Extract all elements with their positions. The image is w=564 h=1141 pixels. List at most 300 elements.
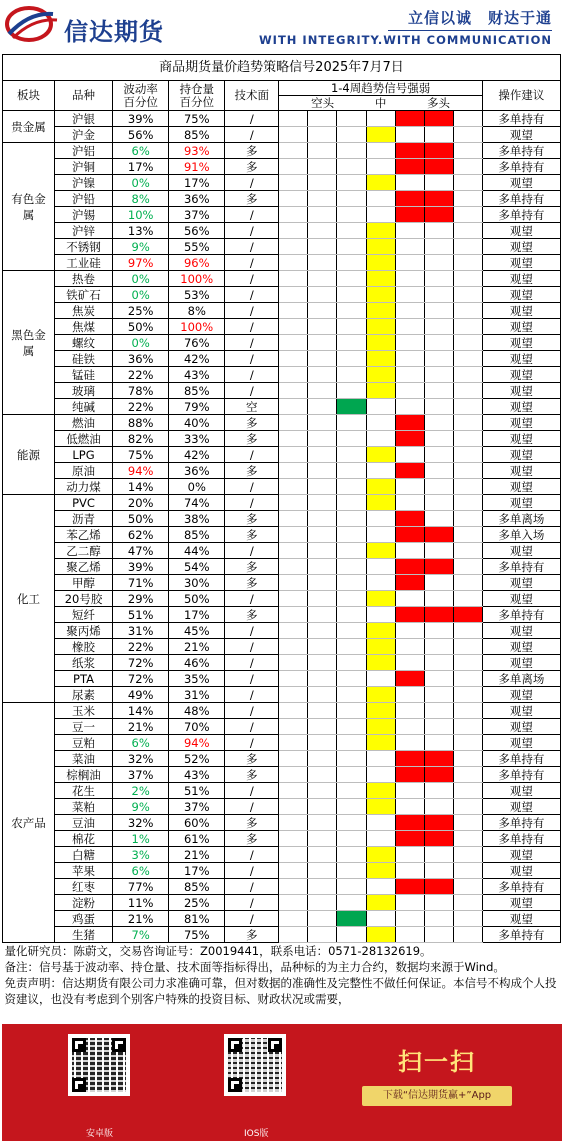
- signal-cell: [395, 671, 424, 687]
- open-interest-percentile: 0%: [169, 479, 225, 495]
- signal-cell: [395, 655, 424, 671]
- technical-signal: 多: [225, 575, 279, 591]
- signal-cell: [337, 111, 366, 127]
- advice: 多单持有: [482, 191, 560, 207]
- note-line: 备注：信号基于波动率、持仓量、技术面等指标得出，品种标的为主力合约，数据均来源于Wind。: [4, 960, 505, 974]
- open-interest-percentile: 85%: [169, 383, 225, 399]
- signal-cell: [308, 495, 337, 511]
- signal-cell: [308, 351, 337, 367]
- signal-cell: [308, 927, 337, 943]
- advice: 观望: [482, 127, 560, 143]
- signal-cell: [337, 255, 366, 271]
- signal-cell: [337, 575, 366, 591]
- signal-cell: [308, 767, 337, 783]
- product-name: 苯乙烯: [54, 527, 112, 543]
- open-interest-percentile: 93%: [169, 143, 225, 159]
- signal-cell: [453, 351, 482, 367]
- signal-cell: [366, 911, 395, 927]
- signal-cell: [366, 223, 395, 239]
- open-interest-percentile: 17%: [169, 607, 225, 623]
- product-name: 沪铝: [54, 143, 112, 159]
- table-row: [3, 271, 561, 287]
- signal-cell: [424, 751, 453, 767]
- signal-cell: [395, 287, 424, 303]
- table-row: [3, 111, 561, 127]
- volatility-percentile: 20%: [113, 495, 169, 511]
- product-name: 工业硅: [54, 255, 112, 271]
- product-name: 燃油: [54, 415, 112, 431]
- header-middle: 中: [366, 96, 395, 111]
- brand-name: 信达期货: [64, 18, 164, 46]
- sector-label: 有色金属: [3, 143, 55, 271]
- signal-cell: [424, 591, 453, 607]
- signal-cell: [424, 111, 453, 127]
- signal-cell: [337, 239, 366, 255]
- signal-cell: [366, 127, 395, 143]
- signal-cell: [337, 463, 366, 479]
- signal-cell: [308, 847, 337, 863]
- signal-cell: [424, 479, 453, 495]
- table-row: [3, 303, 561, 319]
- open-interest-percentile: 17%: [169, 863, 225, 879]
- advice: 观望: [482, 591, 560, 607]
- signal-cell: [366, 719, 395, 735]
- signal-cell: [366, 495, 395, 511]
- signal-cell: [424, 735, 453, 751]
- signal-cell: [366, 143, 395, 159]
- table-row: [3, 815, 561, 831]
- advice: 多单持有: [482, 831, 560, 847]
- volatility-percentile: 1%: [113, 831, 169, 847]
- signal-cell: [453, 623, 482, 639]
- table-row: [3, 399, 561, 415]
- advice: 观望: [482, 623, 560, 639]
- product-name: 聚乙烯: [54, 559, 112, 575]
- product-name: 铁矿石: [54, 287, 112, 303]
- advice: 观望: [482, 911, 560, 927]
- signal-cell: [308, 527, 337, 543]
- advice: 观望: [482, 431, 560, 447]
- product-name: 沪镍: [54, 175, 112, 191]
- technical-signal: /: [225, 671, 279, 687]
- signal-cell: [424, 127, 453, 143]
- signal-cell: [308, 255, 337, 271]
- signal-cell: [395, 799, 424, 815]
- volatility-percentile: 0%: [113, 175, 169, 191]
- product-name: 鸡蛋: [54, 911, 112, 927]
- signal-cell: [424, 159, 453, 175]
- product-name: 聚丙烯: [54, 623, 112, 639]
- technical-signal: 空: [225, 399, 279, 415]
- signal-cell: [279, 719, 308, 735]
- signal-cell: [337, 687, 366, 703]
- open-interest-percentile: 79%: [169, 399, 225, 415]
- signal-cell: [424, 191, 453, 207]
- table-row: [3, 175, 561, 191]
- signal-cell: [279, 639, 308, 655]
- signal-cell: [279, 335, 308, 351]
- signal-cell: [395, 319, 424, 335]
- product-name: PTA: [54, 671, 112, 687]
- signal-cell: [366, 287, 395, 303]
- signal-cell: [308, 575, 337, 591]
- product-name: 沪锌: [54, 223, 112, 239]
- signal-cell: [453, 767, 482, 783]
- table-row: [3, 751, 561, 767]
- signal-cell: [308, 655, 337, 671]
- product-name: 棉花: [54, 831, 112, 847]
- product-name: 不锈钢: [54, 239, 112, 255]
- table-row: [3, 255, 561, 271]
- volatility-percentile: 72%: [113, 671, 169, 687]
- note-line: 免责声明：信达期货有限公司力求准确可靠，但对数据的准确性及完整性不做任何保证。本信号不构成个人投资建议，也没有考虑到个别客户特殊的投资目标、财政状况或需要，: [4, 976, 557, 1006]
- open-interest-percentile: 52%: [169, 751, 225, 767]
- signal-cell: [366, 239, 395, 255]
- volatility-percentile: 31%: [113, 623, 169, 639]
- signal-cell: [453, 751, 482, 767]
- download-app-button[interactable]: 下载“信达期货赢+”App: [362, 1086, 512, 1106]
- signal-cell: [424, 575, 453, 591]
- header-advice: 操作建议: [482, 81, 560, 111]
- table-row: [3, 879, 561, 895]
- signal-cell: [308, 383, 337, 399]
- signal-cell: [279, 319, 308, 335]
- open-interest-percentile: 81%: [169, 911, 225, 927]
- signal-cell: [453, 591, 482, 607]
- volatility-percentile: 39%: [113, 111, 169, 127]
- signal-cell: [308, 511, 337, 527]
- signal-cell: [453, 271, 482, 287]
- signal-cell: [395, 527, 424, 543]
- product-name: 沪锡: [54, 207, 112, 223]
- signal-cell: [337, 895, 366, 911]
- advice: 观望: [482, 575, 560, 591]
- header-oi-l2: 百分位: [179, 94, 214, 109]
- signal-cell: [395, 207, 424, 223]
- table-row: [3, 479, 561, 495]
- product-name: 沪金: [54, 127, 112, 143]
- signal-cell: [337, 703, 366, 719]
- volatility-percentile: 72%: [113, 655, 169, 671]
- signal-cell: [366, 783, 395, 799]
- open-interest-percentile: 55%: [169, 239, 225, 255]
- table-row: [3, 351, 561, 367]
- table-row: [3, 319, 561, 335]
- product-name: 豆油: [54, 815, 112, 831]
- volatility-percentile: 9%: [113, 799, 169, 815]
- signal-cell: [337, 287, 366, 303]
- volatility-percentile: 77%: [113, 879, 169, 895]
- signal-cell: [308, 207, 337, 223]
- technical-signal: 多: [225, 751, 279, 767]
- product-name: 棕榈油: [54, 767, 112, 783]
- signal-cell: [395, 575, 424, 591]
- open-interest-percentile: 36%: [169, 191, 225, 207]
- advice: 观望: [482, 175, 560, 191]
- technical-signal: /: [225, 863, 279, 879]
- open-interest-percentile: 25%: [169, 895, 225, 911]
- volatility-percentile: 37%: [113, 767, 169, 783]
- product-name: 豆一: [54, 719, 112, 735]
- open-interest-percentile: 42%: [169, 351, 225, 367]
- signal-cell: [337, 415, 366, 431]
- table-row: [3, 927, 561, 943]
- table-row: [3, 783, 561, 799]
- table-row: [3, 735, 561, 751]
- signal-cell: [366, 751, 395, 767]
- signal-cell: [366, 463, 395, 479]
- signal-cell: [279, 527, 308, 543]
- volatility-percentile: 3%: [113, 847, 169, 863]
- signal-cell: [279, 351, 308, 367]
- technical-signal: 多: [225, 511, 279, 527]
- signal-cell: [366, 415, 395, 431]
- signal-cell: [337, 799, 366, 815]
- advice: 多单持有: [482, 607, 560, 623]
- signal-cell: [308, 415, 337, 431]
- signal-cell: [337, 559, 366, 575]
- product-name: 短纤: [54, 607, 112, 623]
- signal-cell: [395, 367, 424, 383]
- technical-signal: 多: [225, 415, 279, 431]
- signal-cell: [453, 335, 482, 351]
- signal-cell: [424, 255, 453, 271]
- signal-cell: [453, 159, 482, 175]
- open-interest-percentile: 85%: [169, 879, 225, 895]
- signal-cell: [337, 431, 366, 447]
- technical-signal: /: [225, 287, 279, 303]
- open-interest-percentile: 91%: [169, 159, 225, 175]
- signal-cell: [424, 399, 453, 415]
- signal-cell: [366, 207, 395, 223]
- table-row: [3, 287, 561, 303]
- signal-cell: [279, 623, 308, 639]
- signal-cell: [453, 415, 482, 431]
- volatility-percentile: 21%: [113, 911, 169, 927]
- signal-cell: [395, 447, 424, 463]
- signal-cell: [279, 383, 308, 399]
- open-interest-percentile: 54%: [169, 559, 225, 575]
- signal-cell: [395, 159, 424, 175]
- signal-cell: [395, 223, 424, 239]
- signal-cell: [279, 111, 308, 127]
- signal-cell: [337, 847, 366, 863]
- open-interest-percentile: 100%: [169, 319, 225, 335]
- header-signal: 1-4周趋势信号强弱: [279, 81, 483, 96]
- signal-cell: [453, 111, 482, 127]
- signal-cell: [308, 863, 337, 879]
- signal-cell: [308, 303, 337, 319]
- open-interest-percentile: 94%: [169, 735, 225, 751]
- advice: 观望: [482, 783, 560, 799]
- signal-cell: [395, 863, 424, 879]
- signal-cell: [366, 527, 395, 543]
- qr-code-android[interactable]: [68, 1034, 130, 1096]
- table-row: [3, 511, 561, 527]
- open-interest-percentile: 40%: [169, 415, 225, 431]
- signal-cell: [424, 447, 453, 463]
- signal-cell: [395, 751, 424, 767]
- signal-cell: [424, 767, 453, 783]
- advice: 观望: [482, 863, 560, 879]
- signal-cell: [453, 799, 482, 815]
- advice: 观望: [482, 495, 560, 511]
- open-interest-percentile: 37%: [169, 207, 225, 223]
- volatility-percentile: 6%: [113, 735, 169, 751]
- signal-cell: [366, 735, 395, 751]
- signal-cell: [337, 207, 366, 223]
- signal-cell: [395, 463, 424, 479]
- technical-signal: /: [225, 591, 279, 607]
- signal-cell: [395, 783, 424, 799]
- table-row: [3, 527, 561, 543]
- signal-cell: [366, 927, 395, 943]
- signal-cell: [308, 751, 337, 767]
- advice: 观望: [482, 287, 560, 303]
- advice: 观望: [482, 639, 560, 655]
- signal-cell: [424, 287, 453, 303]
- open-interest-percentile: 37%: [169, 799, 225, 815]
- signal-cell: [395, 335, 424, 351]
- product-name: PVC: [54, 495, 112, 511]
- signal-cell: [453, 831, 482, 847]
- advice: 观望: [482, 303, 560, 319]
- technical-signal: /: [225, 207, 279, 223]
- signal-cell: [308, 607, 337, 623]
- table-row: [3, 687, 561, 703]
- signal-cell: [366, 351, 395, 367]
- signal-cell: [337, 399, 366, 415]
- header-open-interest: [169, 81, 225, 111]
- signal-cell: [424, 559, 453, 575]
- signal-cell: [453, 607, 482, 623]
- open-interest-percentile: 56%: [169, 223, 225, 239]
- technical-signal: /: [225, 319, 279, 335]
- signal-cell: [279, 303, 308, 319]
- header-oi-l1: 持仓量: [179, 81, 214, 96]
- volatility-percentile: 11%: [113, 895, 169, 911]
- signal-cell: [308, 479, 337, 495]
- signal-cell: [453, 175, 482, 191]
- open-interest-percentile: 35%: [169, 671, 225, 687]
- signal-cell: [453, 815, 482, 831]
- signal-cell: [337, 911, 366, 927]
- product-name: 甲醇: [54, 575, 112, 591]
- signal-cell: [424, 207, 453, 223]
- product-name: 20号胶: [54, 591, 112, 607]
- volatility-percentile: 6%: [113, 143, 169, 159]
- technical-signal: /: [225, 447, 279, 463]
- signal-cell: [424, 815, 453, 831]
- product-name: 乙二醇: [54, 543, 112, 559]
- product-name: 动力煤: [54, 479, 112, 495]
- signal-cell: [279, 399, 308, 415]
- technical-signal: 多: [225, 927, 279, 943]
- sector-label: 贵金属: [3, 111, 55, 143]
- signal-cell: [308, 271, 337, 287]
- signal-cell: [337, 303, 366, 319]
- table-row: [3, 799, 561, 815]
- sector-label: 能源: [3, 415, 55, 495]
- signal-cell: [395, 175, 424, 191]
- signal-cell: [279, 143, 308, 159]
- volatility-percentile: 0%: [113, 287, 169, 303]
- signal-cell: [453, 127, 482, 143]
- technical-signal: /: [225, 895, 279, 911]
- open-interest-percentile: 21%: [169, 847, 225, 863]
- signal-cell: [395, 271, 424, 287]
- signal-cell: [279, 927, 308, 943]
- signal-cell: [453, 879, 482, 895]
- volatility-percentile: 75%: [113, 447, 169, 463]
- signal-cell: [395, 831, 424, 847]
- volatility-percentile: 88%: [113, 415, 169, 431]
- signal-cell: [279, 415, 308, 431]
- advice: 多单持有: [482, 111, 560, 127]
- table-row: [3, 591, 561, 607]
- note-line: 量化研究员：陈蔚文，交易咨询证号：Z0019441，联系电话：0571-28132619。: [4, 944, 432, 958]
- technical-signal: /: [225, 303, 279, 319]
- open-interest-percentile: 75%: [169, 111, 225, 127]
- signal-cell: [337, 879, 366, 895]
- signal-cell: [424, 911, 453, 927]
- signal-cell: [366, 367, 395, 383]
- table-row: [3, 719, 561, 735]
- product-name: 菜粕: [54, 799, 112, 815]
- signal-cell: [395, 735, 424, 751]
- signal-cell: [424, 383, 453, 399]
- signal-cell: [453, 895, 482, 911]
- volatility-percentile: 29%: [113, 591, 169, 607]
- volatility-percentile: 32%: [113, 815, 169, 831]
- open-interest-percentile: 85%: [169, 527, 225, 543]
- qr-code-ios[interactable]: [224, 1034, 286, 1096]
- signal-cell: [453, 383, 482, 399]
- signal-cell: [395, 767, 424, 783]
- signal-cell: [395, 847, 424, 863]
- signal-cell: [337, 223, 366, 239]
- product-name: 红枣: [54, 879, 112, 895]
- signal-cell: [395, 719, 424, 735]
- signal-cell: [308, 831, 337, 847]
- signal-cell: [308, 111, 337, 127]
- table-row: [3, 607, 561, 623]
- signal-cell: [279, 463, 308, 479]
- signal-cell: [337, 927, 366, 943]
- signal-cell: [424, 143, 453, 159]
- signal-cell: [308, 239, 337, 255]
- signal-cell: [366, 799, 395, 815]
- open-interest-percentile: 53%: [169, 287, 225, 303]
- open-interest-percentile: 45%: [169, 623, 225, 639]
- product-name: 豆粕: [54, 735, 112, 751]
- signal-cell: [279, 287, 308, 303]
- technical-signal: /: [225, 639, 279, 655]
- signal-cell: [366, 399, 395, 415]
- table-row: [3, 159, 561, 175]
- signal-cell: [308, 815, 337, 831]
- signal-cell: [337, 623, 366, 639]
- header-volatility: [113, 81, 169, 111]
- technical-signal: /: [225, 783, 279, 799]
- open-interest-percentile: 17%: [169, 175, 225, 191]
- technical-signal: /: [225, 383, 279, 399]
- signal-cell: [424, 927, 453, 943]
- product-name: 沪银: [54, 111, 112, 127]
- technical-signal: /: [225, 127, 279, 143]
- signal-cell: [279, 751, 308, 767]
- advice: 多单持有: [482, 207, 560, 223]
